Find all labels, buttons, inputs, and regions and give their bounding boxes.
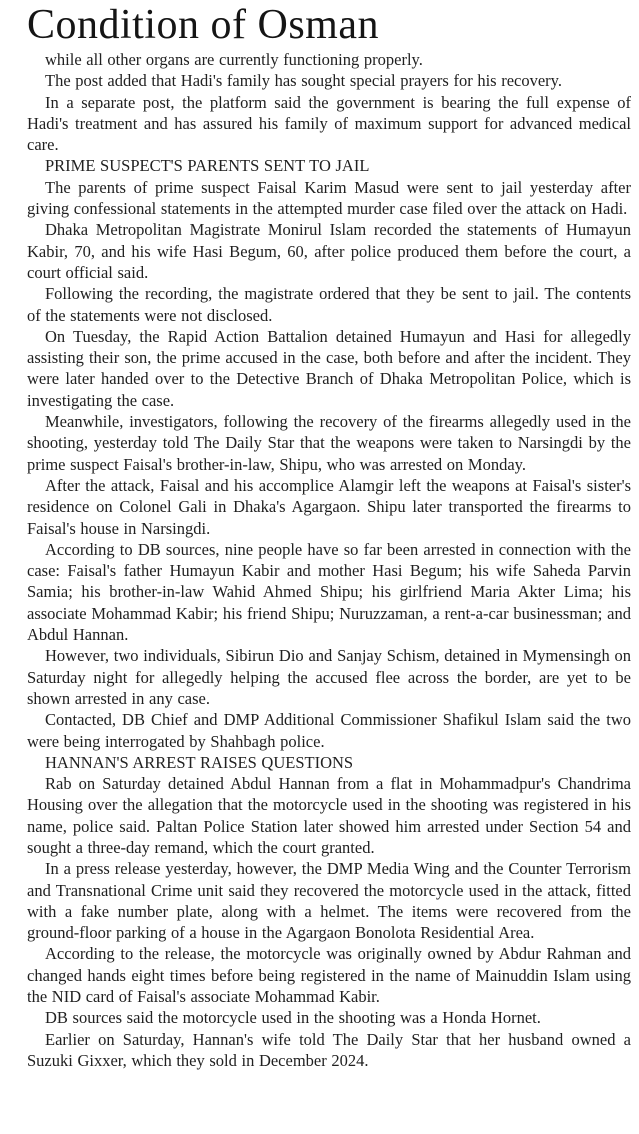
- article-paragraph: In a separate post, the platform said the government is bearing the full expense of Hadi's treatment and has assured his family of maximum support for advanced medical care.: [27, 92, 631, 155]
- article-body: [27, 49, 631, 1071]
- article-paragraph: while all other organs are currently functioning properly.: [45, 50, 423, 69]
- article-paragraph: Earlier on Saturday, Hannan's wife told The Daily Star that her husband owned a Suzuki Gixxer, which they sold in December 2024.: [27, 1029, 631, 1070]
- article-paragraph: Contacted, DB Chief and DMP Additional Commissioner Shafikul Islam said the two were being interrogated by Shahbagh police.: [27, 710, 631, 751]
- article-paragraph: The parents of prime suspect Faisal Karim Masud were sent to jail yesterday after giving confessional statements in the attempted murder case filed over the attack on Hadi.: [27, 177, 631, 219]
- article-paragraph: Following the recording, the magistrate ordered that they be sent to jail. The contents of the statements were not disclosed.: [27, 284, 631, 325]
- section-subhead: PRIME SUSPECT'S PARENTS SENT TO JAIL: [45, 156, 370, 176]
- news-article: [27, 0, 631, 1071]
- article-paragraph: In a press release yesterday, however, the DMP Media Wing and the Counter Terrorism and Transnational Crime unit said they recovered the motorcycle used in the attack, fitted with a fake number plate, along with a helmet. The items were recovered from the ground-floor parking of a house in the Agargaon Bonolota Residential Area.: [27, 859, 631, 943]
- article-paragraph: Meanwhile, investigators, following the recovery of the firearms allegedly used in the shooting, yesterday told The Daily Star that the weapons were taken to Narsingdi by the prime suspect Faisal's brother-in-law, Shipu, who was arrested on Monday.: [27, 412, 631, 474]
- article-paragraph: However, two individuals, Sibirun Dio and Sanjay Schism, detained in Mymensingh on Saturday night for allegedly helping the accused flee across the border, are yet to be shown arrested in any case.: [27, 646, 631, 708]
- article-paragraph: On Tuesday, the Rapid Action Battalion detained Humayun and Hasi for allegedly assisting their son, the prime accused in the case, both before and after the incident. They were later handed over to the Detective Branch of Dhaka Metropolitan Police, which is investigating the case.: [27, 326, 631, 410]
- article-paragraph: DB sources said the motorcycle used in the shooting was a Honda Hornet.: [45, 1008, 541, 1028]
- article-paragraph: Rab on Saturday detained Abdul Hannan from a flat in Mohammadpur's Chandrima Housing over the allegation that the motorcycle used in the shooting was registered in his name, police said. Paltan Police Station later showed him arrested under Section 54 and sought a three-day remand, which the court granted.: [27, 774, 631, 857]
- article-paragraph: Dhaka Metropolitan Magistrate Monirul Islam recorded the statements of Humayun Kabir, 70, and his wife Hasi Begum, 60, after police produced them before the court, a court official said.: [27, 220, 631, 282]
- article-paragraph: After the attack, Faisal and his accomplice Alamgir left the weapons at Faisal's sister's residence on Colonel Gali in Dhaka's Agargaon. Shipu later transported the firearms to Faisal's house in Narsingdi.: [27, 475, 631, 538]
- article-headline: Condition of Osman: [27, 2, 379, 48]
- article-paragraph: According to DB sources, nine people have so far been arrested in connection with the case: Faisal's father Humayun Kabir and mother Hasi Begum; his wife Saheda Parvin Samia; his brother-in-law Wahid Ahmed Shipu; his girlfriend Maria Akter Lima; his associate Mohammad Kabir; his friend Shipu; Nuruzzaman, a rent-a-car businessman; and Abdul Hannan.: [27, 539, 631, 645]
- article-paragraph: According to the release, the motorcycle was originally owned by Abdur Rahman and changed hands eight times before being registered in the name of Mainuddin Islam using the NID card of Faisal's associate Mohammad Kabir.: [27, 944, 631, 1007]
- section-subhead: HANNAN'S ARREST RAISES QUESTIONS: [45, 752, 354, 772]
- article-paragraph: The post added that Hadi's family has sought special prayers for his recovery.: [45, 71, 562, 91]
